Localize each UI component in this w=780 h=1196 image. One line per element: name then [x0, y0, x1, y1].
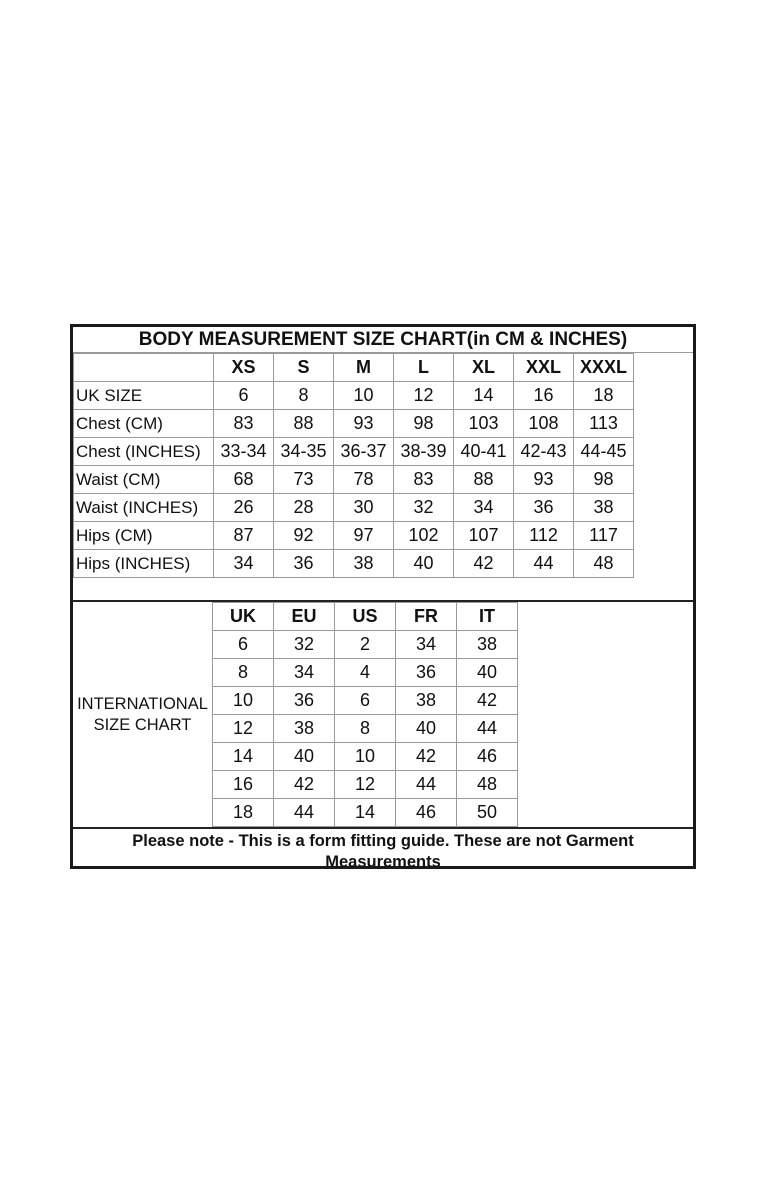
value-cell: 34	[454, 494, 514, 522]
intl-column-header: FR	[396, 603, 457, 631]
value-cell: 14	[454, 382, 514, 410]
size-column-header: XS	[214, 354, 274, 382]
table-row	[213, 659, 518, 687]
value-cell: 18	[574, 382, 634, 410]
row-label: UK SIZE	[74, 382, 214, 410]
value-cell: 8	[335, 715, 396, 743]
table-row	[213, 603, 518, 631]
value-cell: 42	[457, 687, 518, 715]
value-cell: 16	[514, 382, 574, 410]
body-measurement-table-body	[74, 382, 634, 578]
table-row	[74, 382, 634, 410]
value-cell: 40-41	[454, 438, 514, 466]
row-label: Waist (INCHES)	[74, 494, 214, 522]
value-cell: 38	[574, 494, 634, 522]
value-cell: 97	[334, 522, 394, 550]
value-cell: 10	[334, 382, 394, 410]
value-cell: 108	[514, 410, 574, 438]
table-row	[213, 687, 518, 715]
international-label-line-2: SIZE CHART	[93, 715, 192, 734]
value-cell: 78	[334, 466, 394, 494]
intl-column-header: EU	[274, 603, 335, 631]
value-cell: 12	[213, 715, 274, 743]
table-row	[213, 799, 518, 827]
value-cell: 18	[213, 799, 274, 827]
size-column-header: XXL	[514, 354, 574, 382]
value-cell: 44-45	[574, 438, 634, 466]
footer-note: Please note - This is a form fitting guide. These are not Garment Measurements	[73, 827, 693, 877]
international-size-table-header	[213, 603, 518, 631]
value-cell: 33-34	[214, 438, 274, 466]
value-cell: 93	[334, 410, 394, 438]
value-cell: 87	[214, 522, 274, 550]
value-cell: 12	[335, 771, 396, 799]
value-cell: 10	[213, 687, 274, 715]
body-measurement-table	[73, 353, 634, 578]
value-cell: 10	[335, 743, 396, 771]
intl-column-header: UK	[213, 603, 274, 631]
value-cell: 42	[274, 771, 335, 799]
value-cell: 107	[454, 522, 514, 550]
value-cell: 4	[335, 659, 396, 687]
value-cell: 117	[574, 522, 634, 550]
value-cell: 14	[335, 799, 396, 827]
value-cell: 44	[457, 715, 518, 743]
value-cell: 36	[274, 550, 334, 578]
value-cell: 6	[214, 382, 274, 410]
value-cell: 73	[274, 466, 334, 494]
value-cell: 38	[396, 687, 457, 715]
body-measurement-table-header	[74, 354, 634, 382]
international-section	[73, 600, 693, 827]
value-cell: 102	[394, 522, 454, 550]
value-cell: 92	[274, 522, 334, 550]
size-column-header: S	[274, 354, 334, 382]
size-column-header: XXXL	[574, 354, 634, 382]
value-cell: 50	[457, 799, 518, 827]
value-cell: 88	[454, 466, 514, 494]
row-label: Hips (CM)	[74, 522, 214, 550]
value-cell: 32	[274, 631, 335, 659]
size-column-header	[74, 354, 214, 382]
international-size-chart-label	[73, 602, 212, 827]
table-row	[74, 438, 634, 466]
value-cell: 6	[335, 687, 396, 715]
size-column-header: XL	[454, 354, 514, 382]
row-label: Waist (CM)	[74, 466, 214, 494]
size-chart-box	[70, 324, 696, 869]
value-cell: 40	[274, 743, 335, 771]
value-cell: 8	[274, 382, 334, 410]
value-cell: 36	[514, 494, 574, 522]
size-column-header: L	[394, 354, 454, 382]
value-cell: 36	[396, 659, 457, 687]
value-cell: 26	[214, 494, 274, 522]
table-row	[74, 494, 634, 522]
value-cell: 48	[574, 550, 634, 578]
value-cell: 38	[457, 631, 518, 659]
value-cell: 14	[213, 743, 274, 771]
row-label: Chest (CM)	[74, 410, 214, 438]
value-cell: 34-35	[274, 438, 334, 466]
value-cell: 88	[274, 410, 334, 438]
value-cell: 44	[274, 799, 335, 827]
value-cell: 32	[394, 494, 454, 522]
value-cell: 42	[454, 550, 514, 578]
value-cell: 16	[213, 771, 274, 799]
value-cell: 40	[457, 659, 518, 687]
table-row	[74, 522, 634, 550]
value-cell: 83	[214, 410, 274, 438]
value-cell: 8	[213, 659, 274, 687]
value-cell: 42-43	[514, 438, 574, 466]
value-cell: 42	[396, 743, 457, 771]
value-cell: 44	[396, 771, 457, 799]
value-cell: 48	[457, 771, 518, 799]
value-cell: 36	[274, 687, 335, 715]
table-row	[74, 354, 634, 382]
row-label: Chest (INCHES)	[74, 438, 214, 466]
table-row	[74, 466, 634, 494]
value-cell: 38-39	[394, 438, 454, 466]
table-row	[74, 410, 634, 438]
section-gap	[73, 578, 693, 600]
table-row	[213, 743, 518, 771]
value-cell: 98	[394, 410, 454, 438]
row-label: Hips (INCHES)	[74, 550, 214, 578]
value-cell: 36-37	[334, 438, 394, 466]
value-cell: 98	[574, 466, 634, 494]
value-cell: 6	[213, 631, 274, 659]
value-cell: 46	[396, 799, 457, 827]
value-cell: 12	[394, 382, 454, 410]
value-cell: 34	[214, 550, 274, 578]
table-row	[74, 550, 634, 578]
value-cell: 113	[574, 410, 634, 438]
table-row	[213, 631, 518, 659]
value-cell: 46	[457, 743, 518, 771]
value-cell: 34	[396, 631, 457, 659]
value-cell: 44	[514, 550, 574, 578]
size-column-header: M	[334, 354, 394, 382]
value-cell: 38	[334, 550, 394, 578]
international-label-line-1: INTERNATIONAL	[77, 694, 208, 713]
intl-column-header: US	[335, 603, 396, 631]
intl-column-header: IT	[457, 603, 518, 631]
table-row	[213, 715, 518, 743]
international-size-table-body	[213, 631, 518, 827]
value-cell: 38	[274, 715, 335, 743]
value-cell: 83	[394, 466, 454, 494]
value-cell: 68	[214, 466, 274, 494]
chart-title: BODY MEASUREMENT SIZE CHART(in CM & INCHES)	[73, 327, 693, 353]
value-cell: 2	[335, 631, 396, 659]
value-cell: 30	[334, 494, 394, 522]
value-cell: 112	[514, 522, 574, 550]
value-cell: 103	[454, 410, 514, 438]
value-cell: 93	[514, 466, 574, 494]
table-row	[213, 771, 518, 799]
international-size-table	[212, 602, 518, 827]
value-cell: 40	[394, 550, 454, 578]
value-cell: 34	[274, 659, 335, 687]
value-cell: 40	[396, 715, 457, 743]
value-cell: 28	[274, 494, 334, 522]
